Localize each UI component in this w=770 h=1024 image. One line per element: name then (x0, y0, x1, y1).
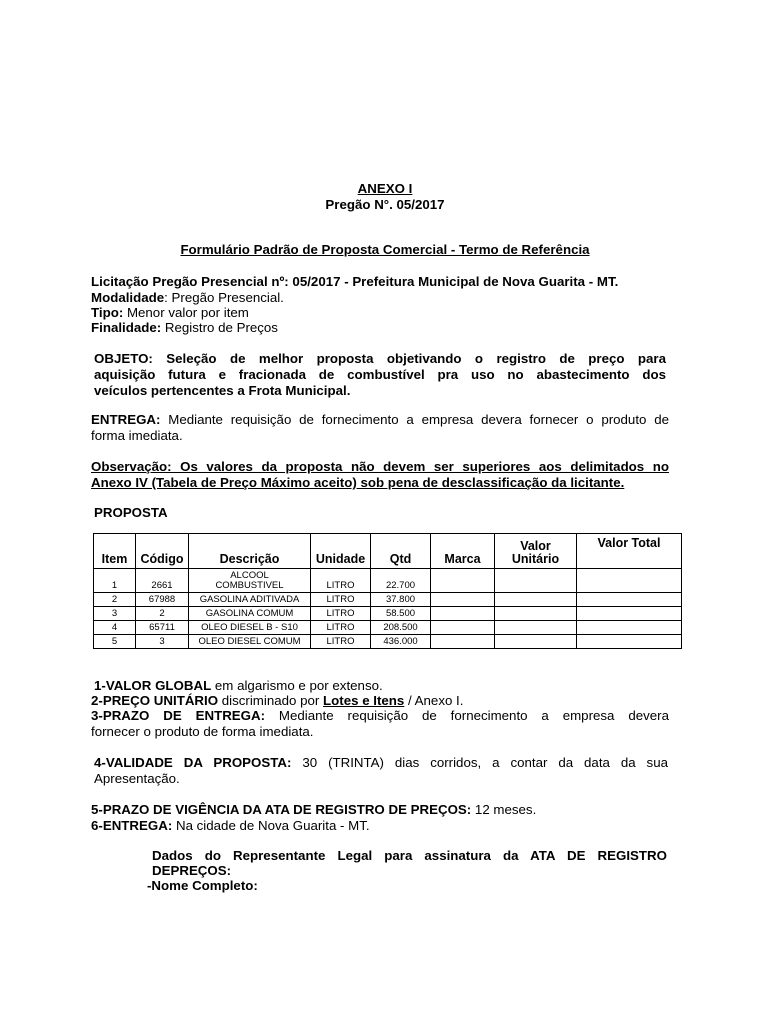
cell-codigo: 2661 (136, 569, 189, 593)
col-header-item: Item (94, 534, 136, 569)
entrega-line-1 (91, 412, 669, 428)
tipo-line (91, 305, 249, 321)
cell-qtd: 208.500 (371, 621, 431, 635)
clause-2-tail: / Anexo I. (404, 693, 464, 708)
cell-descricao: GASOLINA COMUM (189, 607, 311, 621)
clause-6-label: 6-ENTREGA: (91, 818, 173, 833)
observacao-line-2: Anexo IV (Tabela de Preço Máximo aceito) sob pena de desclassificação da licitante. (91, 475, 625, 490)
entrega-line-2: forma imediata. (91, 428, 183, 443)
cell-qtd: 37.800 (371, 593, 431, 607)
cell-item: 4 (94, 621, 136, 635)
table-row (94, 593, 682, 607)
form-title: Formulário Padrão de Proposta Comercial - Termo de Referência (180, 242, 590, 257)
col-header-descricao: Descrição (189, 534, 311, 569)
table-row (94, 621, 682, 635)
cell-marca[interactable] (431, 569, 495, 593)
entrega-text: Mediante requisição de fornecimento a empresa devera fornecer o produto de (160, 412, 669, 427)
clause-2-text: discriminado por (218, 693, 324, 708)
cell-marca[interactable] (431, 635, 495, 649)
cell-valor-unitario[interactable] (495, 593, 577, 607)
clause-4-line-2: Apresentação. (94, 771, 180, 786)
objeto-line-1: OBJETO: Seleção de melhor proposta objetivando o registro de preço para (94, 351, 666, 366)
cell-descricao: OLEO DIESEL B - S10 (189, 621, 311, 635)
cell-valor-unitario[interactable] (495, 569, 577, 593)
clause-2-label: 2-PREÇO UNITÁRIO (91, 693, 219, 708)
tipo-value: Menor valor por item (123, 305, 249, 320)
cell-descricao-l1: ALCOOL (230, 570, 269, 581)
cell-descricao (189, 569, 311, 593)
clause-1-label: 1-VALOR GLOBAL (94, 678, 212, 693)
clause-4-label: 4-VALIDADE DA PROPOSTA: (94, 755, 292, 770)
proposal-table (93, 533, 682, 649)
cell-valor-unitario[interactable] (495, 635, 577, 649)
cell-valor-unitario[interactable] (495, 621, 577, 635)
cell-marca[interactable] (431, 593, 495, 607)
col-header-unidade: Unidade (311, 534, 371, 569)
clause-3-label: 3-PRAZO DE ENTREGA: (91, 708, 266, 723)
finalidade-value: Registro de Preços (161, 320, 278, 335)
cell-unidade: LITRO (311, 635, 371, 649)
clause-4-line-1 (94, 755, 668, 771)
clause-3-line-2: fornecer o produto de forma imediata. (91, 724, 314, 739)
cell-unidade: LITRO (311, 569, 371, 593)
objeto-line-3: veículos pertencentes a Frota Municipal. (94, 383, 351, 398)
observacao-line-1: Observação: Os valores da proposta não devem ser superiores aos delimitados no (91, 459, 669, 474)
table-row (94, 607, 682, 621)
cell-item: 2 (94, 593, 136, 607)
cell-codigo: 65711 (136, 621, 189, 635)
cell-marca[interactable] (431, 607, 495, 621)
clause-2 (91, 693, 463, 709)
cell-qtd: 22.700 (371, 569, 431, 593)
cell-valor-total[interactable] (577, 635, 682, 649)
modalidade-line (91, 290, 284, 306)
cell-unidade: LITRO (311, 593, 371, 607)
cell-valor-total[interactable] (577, 621, 682, 635)
pregao-number: Pregão N°. 05/2017 (325, 197, 445, 212)
cell-descricao: GASOLINA ADITIVADA (189, 593, 311, 607)
clause-5-text: 12 meses. (471, 802, 537, 817)
cell-valor-total[interactable] (577, 593, 682, 607)
representante-line-2: DEPREÇOS: (152, 863, 232, 878)
clause-2-lotes-itens: Lotes e Itens (323, 693, 405, 708)
clause-1-text: em algarismo e por extenso. (211, 678, 383, 693)
objeto-line-2: aquisição futura e fracionada de combustível pra uso no abastecimento dos (94, 367, 666, 382)
licitacao-line: Licitação Pregão Presencial nº: 05/2017 - Prefeitura Municipal de Nova Guarita - MT. (91, 274, 619, 289)
clause-3-line-1 (91, 708, 669, 724)
annex-title: ANEXO I (357, 181, 413, 196)
finalidade-label: Finalidade: (91, 320, 162, 335)
finalidade-line (91, 320, 278, 336)
cell-item: 1 (94, 569, 136, 593)
cell-valor-total[interactable] (577, 569, 682, 593)
cell-valor-total[interactable] (577, 607, 682, 621)
col-header-marca: Marca (431, 534, 495, 569)
cell-codigo: 3 (136, 635, 189, 649)
cell-descricao-l2: COMBUSTIVEL (215, 580, 284, 591)
col-header-qtd: Qtd (371, 534, 431, 569)
table-header-row (94, 534, 682, 569)
clause-6 (91, 818, 370, 834)
modalidade-label: Modalidade (91, 290, 165, 305)
cell-codigo: 2 (136, 607, 189, 621)
cell-unidade: LITRO (311, 607, 371, 621)
clause-5 (91, 802, 536, 818)
entrega-label: ENTREGA: (91, 412, 161, 427)
clause-6-text: Na cidade de Nova Guarita - MT. (172, 818, 370, 833)
clause-1 (94, 678, 383, 694)
cell-qtd: 58.500 (371, 607, 431, 621)
clause-5-label: 5-PRAZO DE VIGÊNCIA DA ATA DE REGISTRO DE PREÇOS: (91, 802, 472, 817)
col-header-valor-total: Valor Total (577, 534, 682, 569)
clause-3-text: Mediante requisição de fornecimento a empresa devera (265, 708, 669, 723)
table-row (94, 635, 682, 649)
cell-item: 5 (94, 635, 136, 649)
col-header-valor-unitario (495, 534, 577, 569)
cell-marca[interactable] (431, 621, 495, 635)
representante-line-1: Dados do Representante Legal para assinatura da ATA DE REGISTRO (152, 848, 667, 863)
cell-item: 3 (94, 607, 136, 621)
cell-descricao: OLEO DIESEL COMUM (189, 635, 311, 649)
clause-4-text: 30 (TRINTA) dias corridos, a contar da data da sua (291, 755, 668, 770)
modalidade-value: : Pregão Presencial. (164, 290, 284, 305)
cell-unidade: LITRO (311, 621, 371, 635)
cell-valor-unitario[interactable] (495, 607, 577, 621)
table-row (94, 569, 682, 593)
col-header-codigo: Código (136, 534, 189, 569)
col-header-valor-unitario-l1: Valor (520, 539, 551, 553)
col-header-valor-unitario-l2: Unitário (511, 552, 560, 566)
cell-qtd: 436.000 (371, 635, 431, 649)
nome-completo-label: -Nome Completo: (147, 878, 258, 893)
proposta-heading: PROPOSTA (94, 505, 168, 520)
cell-codigo: 67988 (136, 593, 189, 607)
tipo-label: Tipo: (91, 305, 124, 320)
